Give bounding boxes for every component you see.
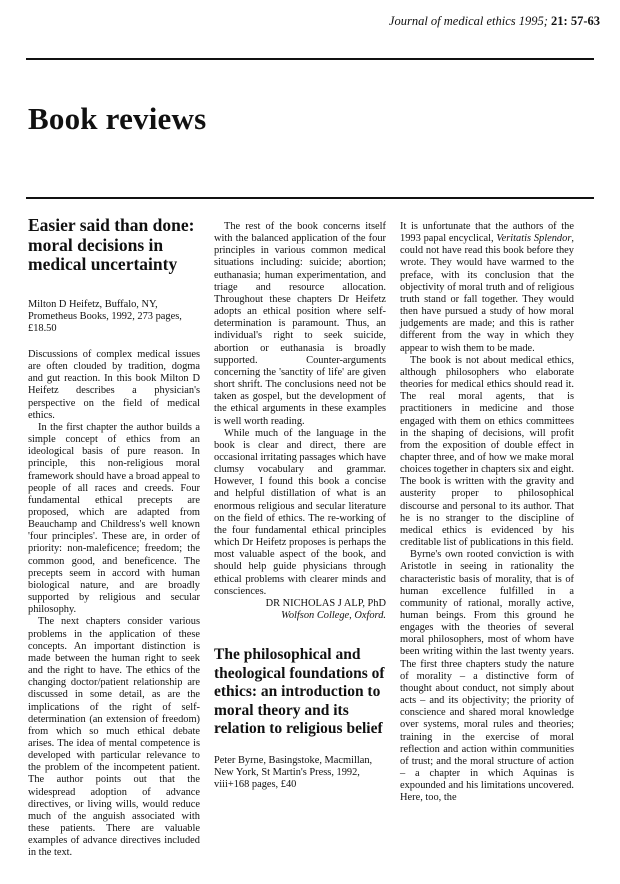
reviewer-name: DR NICHOLAS J ALP, PhD [265,597,386,609]
review2-paragraph [400,221,574,355]
column-1 [28,216,200,860]
review1-paragraph: The rest of the book concerns itself with the balanced application of the four principles in various common medical situations including: suicide; abortion; euthanasia; human experimentation, and triage and resource allocation. Throughout these chapters Dr Heifetz adopts an ethical position where self-determination is paramount. Thus, an individual's right to seek suicide, abortion or euthanasia is broadly supported. Counter-arguments concerning the 'sanctity of life' are given short shrift. The conclusions need not be taken as gospel, but the development of the ethical arguments in these examples is well worth reading. [214,221,386,427]
review1-biblio-line: Milton D Heifetz, Buffalo, NY, [28,298,158,310]
review2-paragraph: The book is not about medical ethics, although philosophers who elaborate theories for medical ethics should read it. The real moral agents, that is practitioners in medicine and those engaged with them on ethics committees in the shaping of decisions, will profit from the exposition of double effect in chapter three, and of how we make moral choices together in chapters six and eight. The book is written with the gravity and austerity proper to philosophical discourse and personal to its author. That he is no stranger to the discipline of medical ethics is evidenced by his creditable list of publications in this field. [400,354,574,549]
journal-year: 1995; [518,14,548,28]
review2-bibliographic-details [214,755,386,791]
review2-paragraph: Byrne's own rooted conviction is with Aristotle in seeing in rationality the characteristic basis of morality, that is of human excellence fulfilled in a community of rational, morally active, human beings. From this ground he engages with the theories of several moral philosophers, most of whom have been writing within the last twenty years. The first three chapters study the nature of morality – a distinctive form of thought about conduct, not simply about acts – and its objectivity; the priority of conscience and shared moral knowledge over systems, moral rules and theories; training in the exercise of moral reflection and action within communities of trust; and the moral structure of action – a chapter in which Aquinas is expounded and his limitations uncovered. Here, too, the [400,549,574,804]
section-title: Book reviews [28,101,207,136]
top-rule [26,58,594,60]
review1-title: Easier said than done: moral decisions in medical uncertainty [28,215,195,274]
journal-name: Journal of medical ethics [388,14,516,28]
column-2 [214,221,386,805]
review1-paragraph: The next chapters consider various problems in the application of these concepts. An important distinction is made between the human right to seek and the right to have. The ethics of the changing doctor/patient relationship are discussed in some detail, as are the implications of the right of self-determination (an extension of freedom) from which so much ethical debate arises. The idea of mental competence is developed with particular relevance to the problem of the incompetent patient. The author points out that the widespread adoption of advance directives, or living wills, would reduce much of the anguish associated with these patients. There are valuable examples of advance directives included in the text. [28,616,200,859]
volume-pages: 21: 57-63 [551,14,600,28]
review1-paragraph: Discussions of complex medical issues are often clouded by tradition, dogma and gut reaction. In this book Milton D Heifetz describes a physician's perspective on the field of medical ethics. [28,348,200,421]
section-rule [26,197,594,199]
review2-biblio-line: New York, St Martin's Press, 1992, [214,766,360,778]
reviewer-affiliation: Wolfson College, Oxford. [281,610,386,621]
running-header [389,14,600,29]
review2-biblio-line: Peter Byrne, Basingstoke, Macmillan, [214,754,373,766]
encyclical-title: Veritatis Splendor [496,233,572,245]
review1-bibliographic-details [28,299,200,335]
review2-text: It is unfortunate that the authors of the 1993 papal encyclical, [400,221,574,245]
review1-biblio-line: Prometheus Books, 1992, 273 pages, [28,310,182,322]
review1-biblio-line: £18.50 [28,322,57,334]
review2-biblio-line: viii+168 pages, £40 [214,778,297,790]
column-3 [400,221,574,805]
review1-paragraph: In the first chapter the author builds a simple concept of ethics from an ideological basis of pure reason. In principle, this non-religious moral framework should have a broad appeal to people of all races and creeds. Four fundamental ethical precepts are proposed, which are adapted from Beauchamp and Childress's well known 'four principles'. These are, in order of priority: non-maleficence; freedom; the common good, and beneficence. The precepts seem in accord with human biological nature, and are broadly supported by religious and secular philosophy. [28,421,200,616]
review2-title: The philosophical and theological foundations of ethics: an introduction to moral theory and its relation to religious belief [214,646,385,738]
review1-paragraph: While much of the language in the book is clear and direct, there are occasional irritating passages which have clumsy vocabulary and grammar. However, I found this book a concise and helpful distillation of what is an enormous religious and secular literature on the field of ethics. The re-working of the four fundamental ethical principles which Dr Heifetz proposes is perhaps the most valuable aspect of the book, and should help guide physicians through ethical problems with clearer minds and consciences. [214,427,386,597]
review2-text: , could not have read this book before they wrote. They would have warmed to the preface, with its conclusion that the objectivity of moral truth and of religious truth stand or fall together. They would then have pursued a study of how moral judgements are made; and this is rather different from the way in which they appear to wish them to be made. [400,233,574,354]
